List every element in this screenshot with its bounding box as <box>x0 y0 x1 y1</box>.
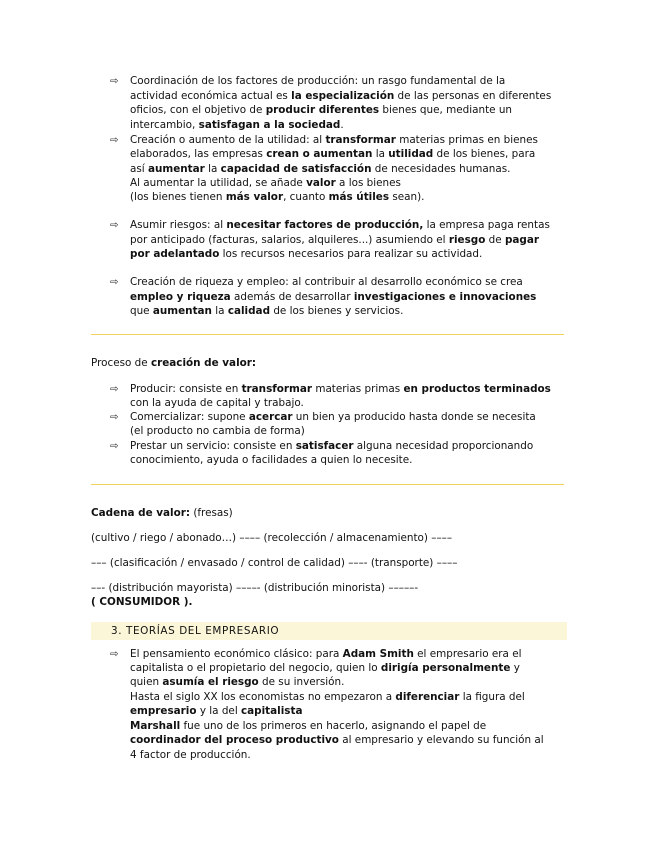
text-run: Creación o aumento de la utilidad: al <box>130 134 326 146</box>
text-run: de necesidades humanas. <box>371 163 511 175</box>
arrow-right-icon: ⇨ <box>110 135 119 146</box>
arrow-right-icon: ⇨ <box>110 220 119 231</box>
title-bold: creación de valor: <box>150 357 257 369</box>
bold-run: diferenciar <box>395 691 460 703</box>
text-line <box>130 147 570 162</box>
arrow-right-icon: ⇨ <box>110 76 119 87</box>
bold-run: empresario <box>130 705 197 717</box>
text-run: con la ayuda de capital y trabajo. <box>130 397 304 409</box>
text-run: y <box>510 662 520 674</box>
bold-run: Adam Smith <box>342 648 414 660</box>
section-title-proceso <box>91 357 256 369</box>
bold-run: dirigía personalmente <box>380 662 511 674</box>
text-line <box>130 162 570 177</box>
text-run: la <box>211 305 228 317</box>
title-rest: (fresas) <box>190 507 233 519</box>
text-line <box>130 661 570 676</box>
text-line <box>130 118 570 133</box>
bold-run: riesgo <box>448 234 486 246</box>
text-run: actividad económica actual es <box>130 90 292 102</box>
bold-run: capacidad de satisfacción <box>220 163 372 175</box>
text-line <box>130 396 570 411</box>
text-line <box>130 103 570 118</box>
text-line <box>130 439 570 454</box>
text-run: , cuanto <box>283 191 329 203</box>
text-line <box>130 89 570 104</box>
arrow-right-icon: ⇨ <box>110 412 119 423</box>
text-line <box>130 190 570 205</box>
text-run: de su inversión. <box>258 676 345 688</box>
bold-run: acercar <box>248 411 293 423</box>
bold-run: valor <box>306 177 336 189</box>
text-run: de los bienes, para <box>433 148 536 160</box>
text-run: quien <box>130 676 163 688</box>
text-run: fue uno de los primeros en hacerlo, asignando el papel de <box>180 720 487 732</box>
text-run: . <box>340 119 344 131</box>
text-run: conocimiento, ayuda o facilidades a quien lo necesite. <box>130 454 413 466</box>
text-run: sean). <box>389 191 425 203</box>
text-run: intercambio, <box>130 119 199 131</box>
text-run: Coordinación de los factores de producción: un rasgo fundamental de la <box>130 75 506 87</box>
text-run: la empresa paga rentas <box>423 219 550 231</box>
text-run: de los bienes y servicios. <box>270 305 404 317</box>
text-line <box>130 304 570 319</box>
bold-run: empleo y riqueza <box>130 291 231 303</box>
text-line <box>130 275 570 290</box>
text-line <box>130 218 570 233</box>
text-run: Hasta el siglo XX los economistas no empezaron a <box>130 691 396 703</box>
text-run: capitalista o el propietario del negocio, quien lo <box>130 662 381 674</box>
text-run: Asumir riesgos: al <box>130 219 227 231</box>
title-prefix: Proceso de <box>91 357 151 369</box>
text-run: oficios, con el objetivo de <box>130 104 266 116</box>
bold-run: calidad <box>227 305 271 317</box>
bold-run: producir diferentes <box>265 104 380 116</box>
text-run: los recursos necesarios para realizar su actividad. <box>219 248 483 260</box>
bold-run: satisfagan a la sociedad <box>198 119 341 131</box>
bold-run: pagar <box>504 234 539 246</box>
heading-text: 3. TEORÍAS DEL EMPRESARIO <box>111 625 280 637</box>
text-run: Al aumentar la utilidad, se añade <box>130 177 307 189</box>
arrow-right-icon: ⇨ <box>110 277 119 288</box>
text-line <box>130 647 570 662</box>
text-run: a los bienes <box>335 177 401 189</box>
text-run: el empresario era el <box>413 648 522 660</box>
text-run: materias primas en bienes <box>395 134 538 146</box>
cadena-line-2: ––– (clasificación / envasado / control de calidad) –––- (transporte) –––– <box>91 557 458 569</box>
bold-run: la especialización <box>291 90 395 102</box>
arrow-right-icon: ⇨ <box>110 441 119 452</box>
text-run: (el producto no cambia de forma) <box>130 425 305 437</box>
text-run: de <box>485 234 505 246</box>
bold-run: por adelantado <box>130 248 220 260</box>
text-run: (los bienes tienen <box>130 191 226 203</box>
text-run: al empresario y elevando su función al <box>338 734 544 746</box>
text-run: Comercializar: supone <box>130 411 249 423</box>
title-bold: Cadena de valor: <box>91 507 191 519</box>
text-line <box>130 247 570 262</box>
bold-run: aumentan <box>152 305 212 317</box>
text-run: bienes que, mediante un <box>379 104 513 116</box>
text-run: Prestar un servicio: consiste en <box>130 440 296 452</box>
bold-run: capitalista <box>241 705 303 717</box>
text-line <box>130 675 570 690</box>
bold-run: aumentar <box>147 163 205 175</box>
text-line <box>130 74 570 89</box>
text-line <box>130 424 570 439</box>
text-line <box>130 690 570 705</box>
text-run: por anticipado (facturas, salarios, alquileres...) asumiendo el <box>130 234 449 246</box>
divider <box>91 334 564 335</box>
bold-run: transformar <box>325 134 396 146</box>
text-line <box>130 704 570 719</box>
text-run: y la del <box>196 705 242 717</box>
text-line <box>130 453 570 468</box>
text-run: alguna necesidad proporcionando <box>353 440 534 452</box>
cadena-line-1: (cultivo / riego / abonado…) –––– (recolección / almacenamiento) –––– <box>91 532 453 544</box>
section-title-cadena <box>91 507 233 519</box>
text-run: que <box>130 305 153 317</box>
text-run: un bien ya producido hasta donde se necesita <box>292 411 536 423</box>
text-run: Producir: consiste en <box>130 383 242 395</box>
text-run: elaborados, las empresas <box>130 148 267 160</box>
section-heading-teorias <box>91 622 567 640</box>
text-line <box>130 748 570 763</box>
text-line <box>130 133 570 148</box>
bold-run: satisfacer <box>295 440 354 452</box>
text-line <box>130 410 570 425</box>
text-run: la <box>204 163 221 175</box>
text-run: de las personas en diferentes <box>394 90 552 102</box>
text-line <box>130 176 570 191</box>
divider <box>91 484 564 485</box>
text-run: así <box>130 163 148 175</box>
bold-run: más útiles <box>328 191 390 203</box>
text-line <box>130 382 570 397</box>
arrow-right-icon: ⇨ <box>110 649 119 660</box>
text-line <box>130 233 570 248</box>
text-line <box>130 719 570 734</box>
bold-run: utilidad <box>388 148 434 160</box>
text-run: la figura del <box>459 691 525 703</box>
text-run: materias primas <box>312 383 404 395</box>
bold-run: Marshall <box>130 720 181 732</box>
cadena-line-4: ( CONSUMIDOR ). <box>91 596 193 608</box>
bold-run: coordinador del proceso productivo <box>130 734 339 746</box>
bold-run: más valor <box>225 191 284 203</box>
text-run: la <box>372 148 389 160</box>
text-line <box>130 733 570 748</box>
bold-run: en productos terminados <box>403 383 551 395</box>
text-line <box>130 290 570 305</box>
text-run: Creación de riqueza y empleo: al contribuir al desarrollo económico se crea <box>130 276 523 288</box>
bold-run: investigaciones e innovaciones <box>353 291 537 303</box>
bold-run: crean o aumentan <box>266 148 373 160</box>
text-run: además de desarrollar <box>230 291 354 303</box>
arrow-right-icon: ⇨ <box>110 384 119 395</box>
bold-run: asumía el riesgo <box>162 676 259 688</box>
text-run: 4 factor de producción. <box>130 749 251 761</box>
cadena-line-3: ––- (distribución mayorista) ––––- (distribución minorista) –––––- <box>91 582 419 594</box>
bold-run: transformar <box>241 383 313 395</box>
bold-run: necesitar factores de producción, <box>226 219 424 231</box>
text-run: El pensamiento económico clásico: para <box>130 648 343 660</box>
